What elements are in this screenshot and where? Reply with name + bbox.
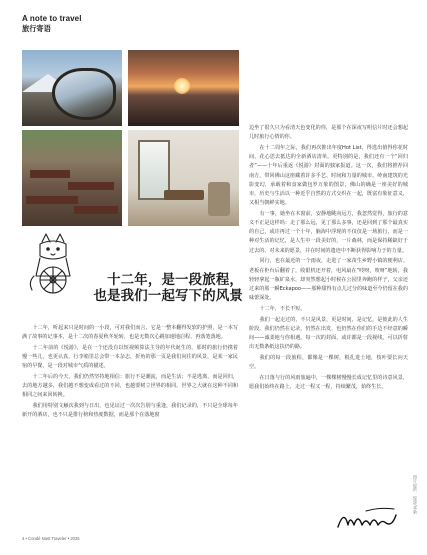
- paragraph: 在日落与行的风雨旅遍中，一棵棵树慢慢长成记忆里的诗意风景，愿我们始终在路上，走过一程又一程，持续繁茂，始终生长。: [249, 374, 408, 390]
- paragraph: 边坐了很久只为看清天色变化的你，是那个在深夜写明信片时还会想起儿时旅行心情的你。: [249, 125, 408, 141]
- paragraph: 我们用特别文触次我到与日出，也见证过一次次告别与重逢，我们记录的，不只是全球每年新开的酒店，也不只是排行榜和热度数据，而是那个在落地窗: [22, 403, 238, 419]
- hotel-room-photo: [128, 130, 239, 226]
- sun-glow: [174, 78, 190, 94]
- roof-shape: [74, 206, 118, 214]
- sunset-landscape-photo: [128, 50, 239, 126]
- paragraph: 我们一起走过的，不只是风景，更是时间，是记忆，是彼此的人生阶段。我们仍然在记录，仍然在出发，也仍然在你们的手边不经意的瞬间——诚柔地与你相遇。每一次的封面，或许都是一段视线，可以折射出无数条纸这扶仍的路。: [249, 316, 408, 351]
- right-column-text: [249, 124, 408, 394]
- roof-shape: [68, 182, 114, 190]
- section-title-cn: 旅行寄语: [22, 24, 51, 33]
- left-column-text: [22, 324, 238, 422]
- feature-headline: [40, 272, 243, 304]
- paragraph: 在十二周年之际，我们再次推出年度Hot List，得选出值得你花时间、花心思去抵达的全新酒店清单，更特别的是，我们还有一个“回归者”——十年后重返《悦游》封面的独家报道。这一次，我们将推荐回南方，带回佛山这座藏着许多手艺、时间和力量的城市。岭南建筑的光影变幻，承载着和食家做包罗万象的图景，佛山的确是一座美好的城市，历史与生活以一种近乎自然的方式交织在一起，既富有象征意义，又相当朝鲜实地。: [249, 144, 408, 207]
- editor-signature: [336, 505, 398, 533]
- chair-shape: [208, 182, 230, 216]
- side-mirror-shape: [52, 68, 116, 120]
- headline-line-2: 也是我们一起写下的风景: [93, 288, 243, 304]
- table-shape: [164, 190, 204, 200]
- page-footer: 4 • Condé Nast Traveler • 2025: [22, 536, 80, 541]
- roof-shape: [26, 196, 78, 204]
- section-title-en: A note to travel: [22, 14, 82, 23]
- village-rooftops-photo: [22, 130, 122, 226]
- paragraph: 十二年，听起来只是时间的一小段，可对我们而言，它是一整本翻得发软的护照，是一本写满了故事的记事本，是十二次的春夏秋冬轮转，也是无数次心跳加速地启程、再落笔落地。: [22, 325, 238, 341]
- paragraph: 同行，也在最近的一个雨夜，走进了一家苗生乡野小镇的便利店。老板在柜台后翻着了，收银机还开着，电风扇在“吱呀，吱呀”地转，我轻轻拿起一瓶矿泉水，却突然想起小时候在公园里奔跑的样子，父亲还过来的那一瞬Eckapoo——那种甜得有点儿过分的味道至今仍留在我的味蕾深处。: [249, 258, 408, 302]
- car-mirror-photo: [22, 50, 122, 126]
- photo-credit: 图片提供：悦游/华新: [413, 475, 418, 515]
- paragraph: 有一事，她坐在木窗前，安静地眺向远方，我忽然觉得，旅行的意义不正是这样吗：走了那么远，见了那么多事，还是回到了那个最真实的自己，或许再过一个十年，脑海中浮现的不仅仅是一场旅行，而是一种对生活的记忆，是人生中一段美好的，一片森林，而是保持稀缺好于过去的、对未来的愿景，并在时间的遗迹中不断获得影响力于的力量。: [249, 210, 408, 254]
- paragraph: 我们的每一段旅程，都像是一棵树，根扎进土地，枝叶要长向天空。: [249, 354, 408, 371]
- headline-line-1: 十二年，是一段旅程，: [107, 272, 243, 288]
- paragraph: 十二年后的今天，我们仍然坚持地相信：旅行不是潮流，而是生活；不是逃离，而是回归，去的地方越多，我们越不想变成看过的不同，也越要树立世界的相同。世界之大就在这种不同和相同之间来回转换。: [22, 374, 238, 399]
- roof-shape: [30, 170, 70, 178]
- paragraph: 十二年前的《悦游》，是在一个还没有以短视频算法主导的年代诞生的，那时的旅行仍携着慢一些儿，也更认真，行李箱里总会带一本杂志，折角的那一页是我们向往的风景，是某一家民宿的早餐，是一段对城市气质的描述。: [22, 344, 238, 370]
- section-header: [22, 14, 82, 34]
- paragraph: 十二年，不长不短。: [259, 305, 306, 312]
